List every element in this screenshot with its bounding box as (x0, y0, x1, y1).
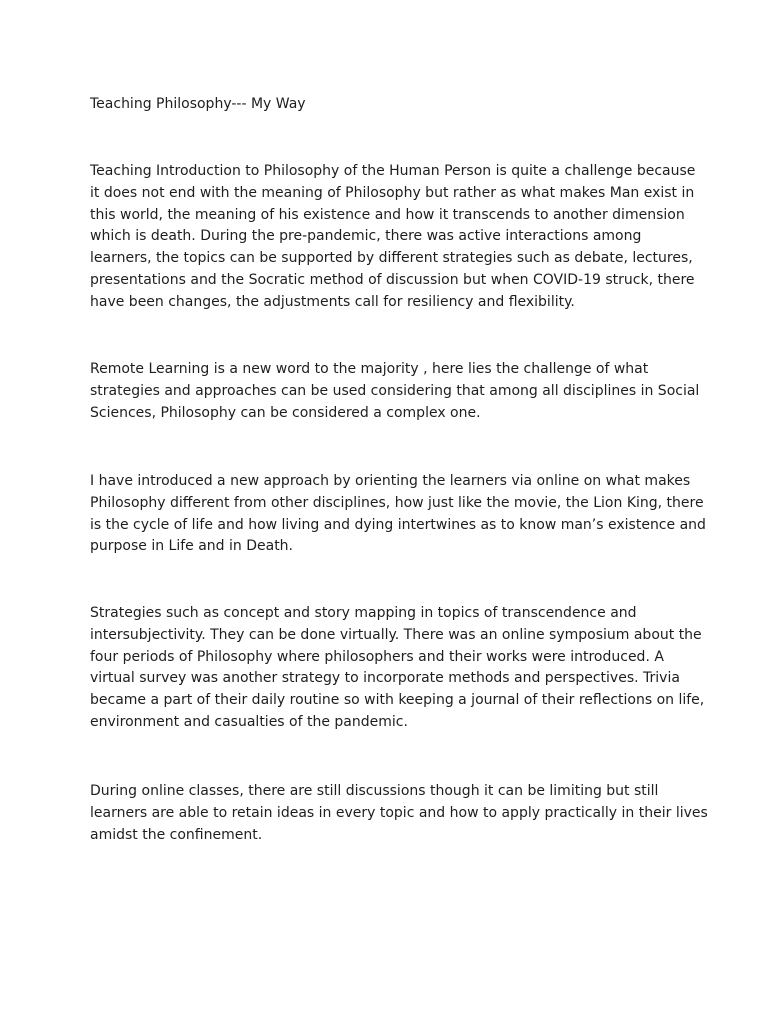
paragraph-line: is the cycle of life and how living and dying intertwines as to know man’s existence and (90, 516, 706, 533)
paragraph-line: which is death. During the pre-pandemic, there was active interactions among (90, 228, 642, 245)
paragraph-challenge (90, 161, 696, 314)
paragraph-line: Philosophy different from other disciplines, how just like the movie, the Lion King, there (90, 494, 704, 511)
paragraph-line: environment and casualties of the pandemic. (90, 713, 408, 730)
paragraph-line: Remote Learning is a new word to the majority , here lies the challenge of what (90, 361, 649, 377)
paragraph-new-approach (90, 471, 706, 558)
paragraph-line: it does not end with the meaning of Philosophy but rather as what makes Man exist in (90, 184, 695, 201)
paragraph-line: intersubjectivity. They can be done virtually. There was an online symposium about the (90, 626, 702, 643)
paragraph-line: four periods of Philosophy where philosophers and their works were introduced. A (90, 648, 664, 665)
paragraph-line: Teaching Introduction to Philosophy of the Human Person is quite a challenge because (90, 163, 696, 179)
paragraph-line: virtual survey was another strategy to incorporate methods and perspectives. Trivia (90, 670, 680, 687)
paragraph-line: learners, the topics can be supported by different strategies such as debate, lectures, (90, 250, 693, 267)
paragraph-online-classes (90, 781, 708, 846)
paragraph-line: Sciences, Philosophy can be considered a complex one. (90, 404, 481, 421)
paragraph-line: purpose in Life and in Death. (90, 538, 294, 555)
paragraph-line: became a part of their daily routine so with keeping a journal of their reflections on life, (90, 692, 705, 709)
paragraph-strategies (90, 603, 705, 734)
paragraph-line: amidst the confinement. (90, 826, 263, 843)
paragraph-remote-learning (90, 359, 700, 424)
paragraph-line: During online classes, there are still discussions though it can be limiting but still (90, 783, 659, 799)
paragraph-line: this world, the meaning of his existence and how it transcends to another dimension (90, 206, 685, 223)
paragraph-line: strategies and approaches can be used considering that among all disciplines in Social (90, 382, 700, 399)
paragraph-line: have been changes, the adjustments call for resiliency and flexibility. (90, 293, 575, 310)
paragraph-line: Strategies such as concept and story mapping in topics of transcendence and (90, 605, 637, 621)
paragraph-line: I have introduced a new approach by orienting the learners via online on what makes (90, 473, 691, 489)
paragraph-line: learners are able to retain ideas in every topic and how to apply practically in their lives (90, 804, 708, 821)
paragraph-line: presentations and the Socratic method of discussion but when COVID-19 struck, there (90, 271, 695, 288)
document-title: Teaching Philosophy--- My Way (90, 96, 306, 112)
